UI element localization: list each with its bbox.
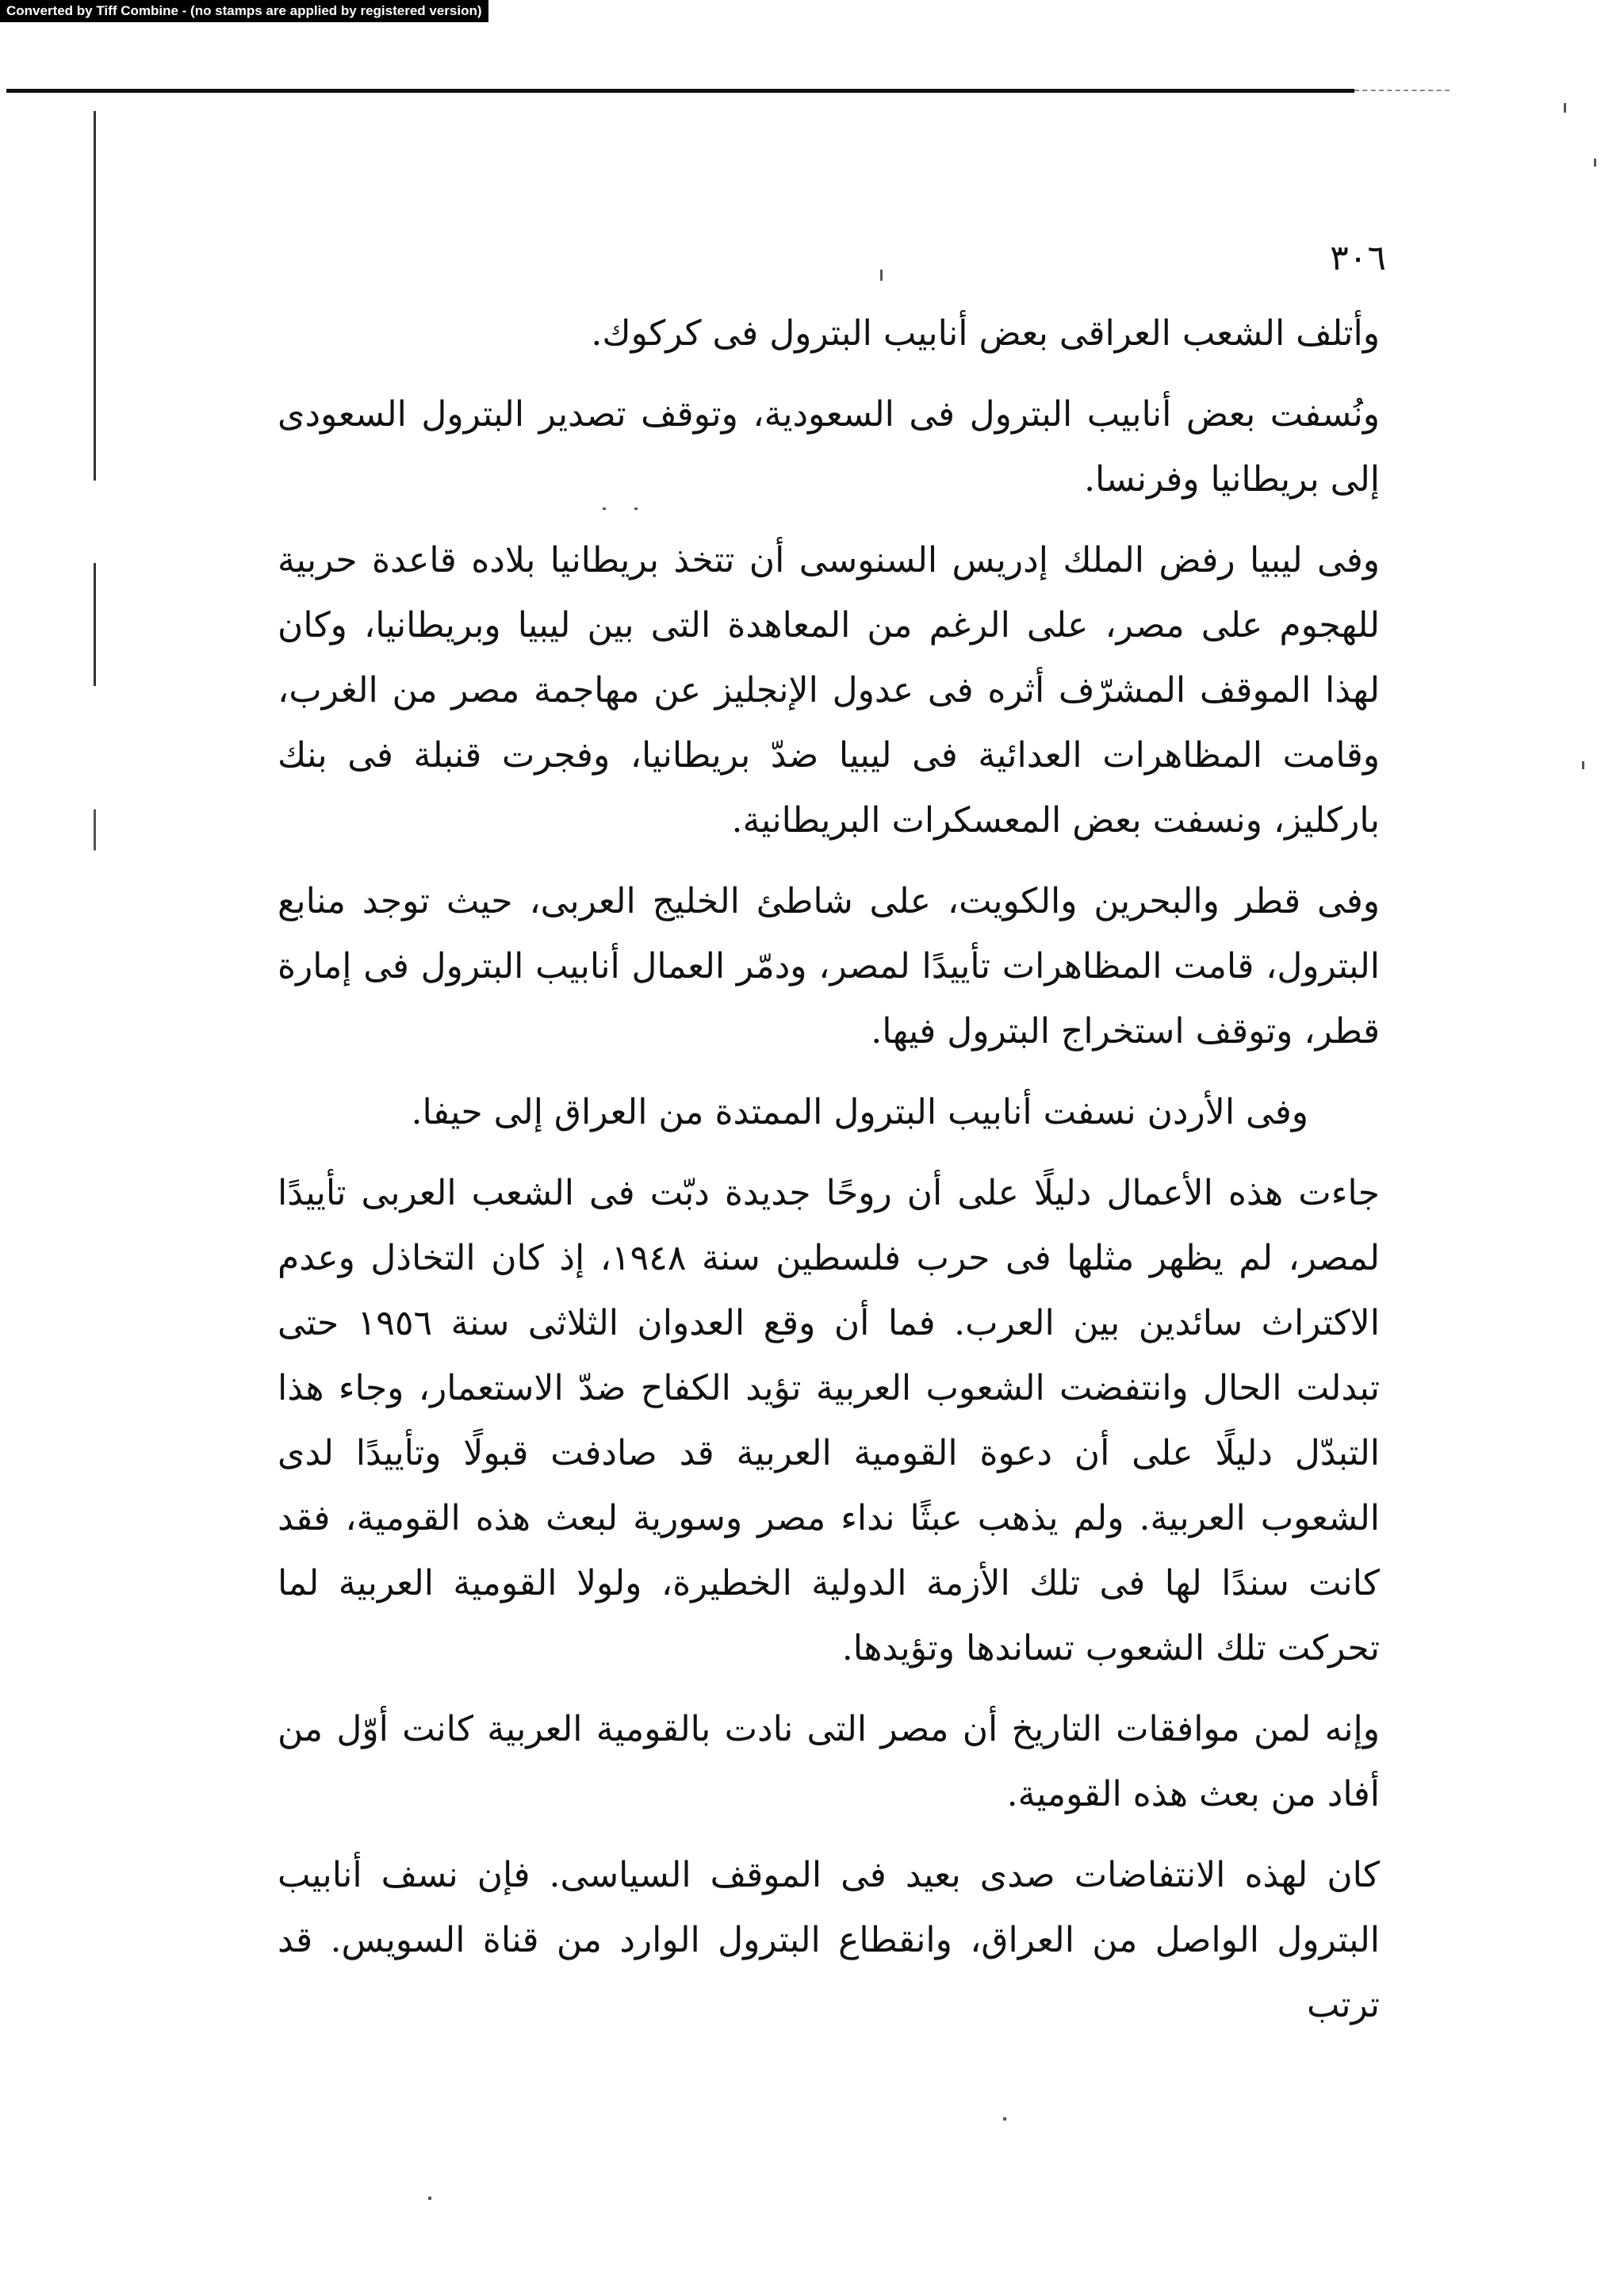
scan-speck [428,2197,431,2200]
paragraph: كان لهذه الانتفاضات صدى بعيد فى الموقف السياسى. فإن نسف أنابيب البترول الواصل من العراق، وانقطاع البترول الوارد من قناة السويس. قد ترتب [278,1855,1380,2025]
scan-speck [1003,2117,1006,2121]
paragraph: جاءت هذه الأعمال دليلًا على أن روحًا جديدة دبّت فى الشعب العربى تأييدًا لمصر، لم يظهر مثلها فى حرب فلسطين سنة ١٩٤٨، إذ كان التخاذل وعدم الاكتراث سائدين بين العرب. فما أن وقع العدوان الثلاثى سنة ١٩٥٦ حتى تبدلت الحال وانتفضت الشعوب العربية تؤيد الكفاح ضدّ الاستعمار، وجاء هذا التبدّل دليلًا على أن دعوة القومية العربية قد صادفت قبولًا وتأييدًا لدى الشعوب العربية. ولم يذهب عبثًا نداء مصر وسورية لبعث هذه القومية، فقد كانت سندًا لها فى تلك الأزمة الدولية الخطيرة، ولولا القومية العربية لما تحركت تلك الشعوب تساندها وتؤيدها. [278,1173,1381,1668]
paragraph: وفى الأردن نسفت أنابيب البترول الممتدة من العراق إلى حيفا. [411,1092,1308,1132]
scan-speck [880,270,883,281]
header-rule-tail [1354,90,1450,91]
body-text [278,301,1380,2054]
paragraph: وإنه لمن موافقات التاريخ أن مصر التى نادت بالقومية العربية كانت أوّل من أفاد من بعث هذه القومية. [278,1709,1380,1814]
paragraph: ونُسفت بعض أنابيب البترول فى السعودية، وتوقف تصدير البترول السعودى إلى بريطانيا وفرنسا. [278,394,1380,500]
paragraph: وأتلف الشعب العراقى بعض أنابيب البترول فى كركوك. [591,313,1380,354]
scan-margin-line [94,111,96,2165]
scan-speck [1564,103,1566,113]
page-number: ٣٠٦ [1330,238,1386,278]
scan-speck [1594,159,1596,167]
header-rule [6,89,1354,93]
scan-speck [1582,761,1584,769]
watermark-banner: Converted by Tiff Combine - (no stamps are applied by registered version) [0,0,488,22]
paragraph: وفى ليبيا رفض الملك إدريس السنوسى أن تتخذ بريطانيا بلاده قاعدة حربية للهجوم على مصر، على الرغم من المعاهدة التى بين ليبيا وبريطانيا، وكان لهذا الموقف المشرّف أثره فى عدول الإنجليز عن مهاجمة مصر من الغرب، وقامت المظاهرات العدائية فى ليبيا ضدّ بريطانيا، وفجرت قنبلة فى بنك باركليز، ونسفت بعض المعسكرات البريطانية. [278,540,1380,841]
paragraph: وفى قطر والبحرين والكويت، على شاطئ الخليج العربى، حيث توجد منابع البترول، قامت المظاهرات تأييدًا لمصر، ودمّر العمال أنابيب البترول فى إمارة قطر، وتوقف استخراج البترول فيها. [278,881,1380,1052]
